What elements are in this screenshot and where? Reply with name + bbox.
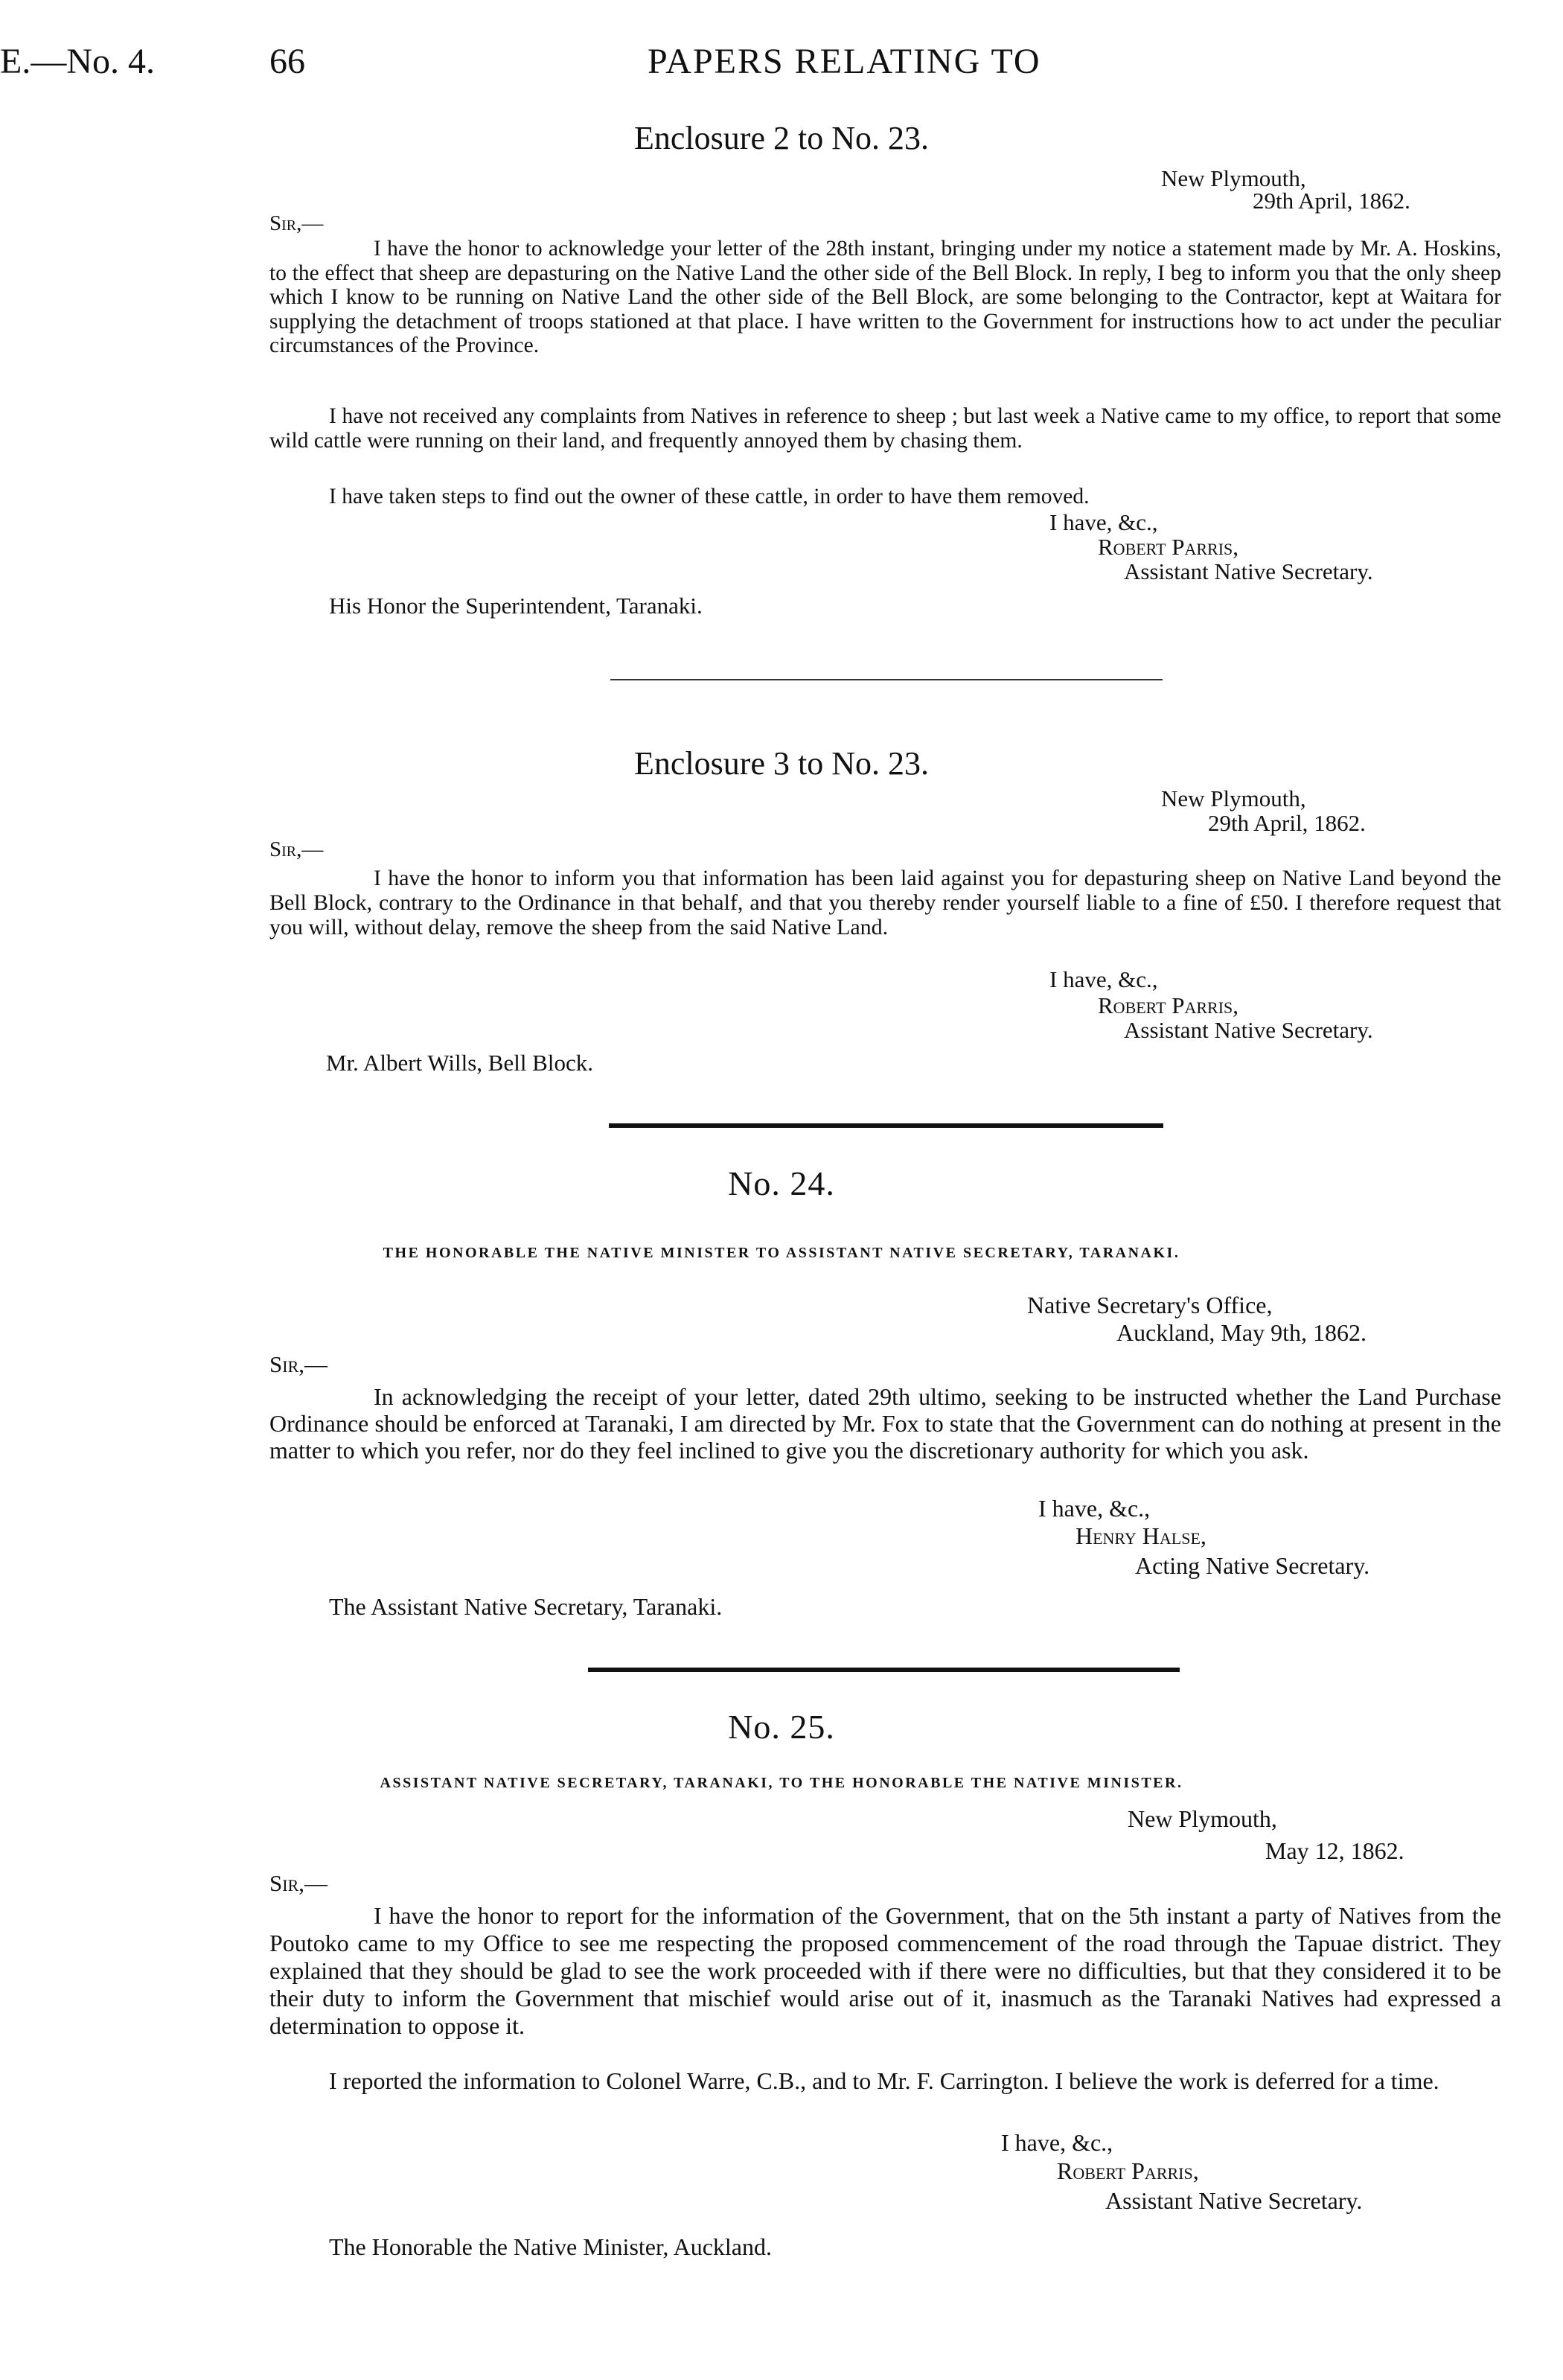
no-25-paragraph-2: I reported the information to Colonel Warre, C.B., and to Mr. F. Carrington. I believe the work is deferred for a time.: [329, 2067, 1439, 2094]
no-24-title: No. 24.: [728, 1164, 835, 1202]
no-24-place: Native Secretary's Office,: [1027, 1292, 1273, 1318]
no-24-salutation: Sir,—: [269, 1351, 327, 1377]
no-25-date: May 12, 1862.: [1265, 1837, 1404, 1864]
section-divider-bold: [609, 1123, 1163, 1128]
no-25-addressee: The Honorable the Native Minister, Auckland.: [329, 2233, 772, 2260]
no-24-signer: Henry Halse,: [1075, 1522, 1206, 1549]
no-25-signer-title: Assistant Native Secretary.: [1105, 2187, 1363, 2214]
enclosure-2-paragraph-3: I have taken steps to find out the owner of these cattle, in order to have them removed.: [329, 485, 1090, 508]
enclosure-2-closing: I have, &c.,: [1049, 509, 1158, 535]
no-25-closing: I have, &c.,: [1001, 2129, 1113, 2156]
no-25-salutation: Sir,—: [269, 1870, 327, 1896]
section-divider: [610, 679, 1163, 680]
enclosure-3-place: New Plymouth,: [1161, 785, 1306, 811]
enclosure-2-salutation: Sir,—: [269, 211, 324, 235]
enclosure-2-paragraph-1: I have the honor to acknowledge your letter of the 28th instant, bringing under my notice a statement made by Mr. A. Hoskins, to the effect that sheep are depasturing on the Native Land the other side of the Bell Block. In reply, I beg to inform you that the only sheep which I know to be running on Native Land the other side of the Bell Block, are some belonging to the Contractor, kept at Waitara for supplying the detachment of troops stationed at that place. I have written to the Government for instructions how to act under the peculiar circumstances of the Province.: [269, 237, 1501, 357]
no-24-paragraph-1: In acknowledging the receipt of your letter, dated 29th ultimo, seeking to be instructed whether the Land Purchase Ordinance should be enforced at Taranaki, I am directed by Mr. Fox to state that the Government can do nothing at present in the matter to which you refer, nor do they feel inclined to give you the discretionary authority for which you ask.: [269, 1383, 1501, 1464]
no-25-title: No. 25.: [728, 1708, 835, 1746]
enclosure-2-addressee: His Honor the Superintendent, Taranaki.: [329, 593, 703, 619]
no-24-closing: I have, &c.,: [1038, 1495, 1151, 1522]
no-25-subject: ASSISTANT NATIVE SECRETARY, TARANAKI, TO THE HONORABLE THE NATIVE MINISTER.: [380, 1775, 1183, 1791]
no-24-subject: THE HONORABLE THE NATIVE MINISTER TO ASSISTANT NATIVE SECRETARY, TARANAKI.: [383, 1245, 1180, 1261]
enclosure-3-addressee: Mr. Albert Wills, Bell Block.: [326, 1050, 593, 1076]
header-ref: E.—No. 4.: [0, 42, 155, 81]
enclosure-3-signer: Robert Parris,: [1098, 992, 1239, 1018]
enclosure-2-place: New Plymouth,: [1161, 165, 1306, 191]
enclosure-3-date: 29th April, 1862.: [1208, 810, 1366, 836]
no-24-addressee: The Assistant Native Secretary, Taranaki.: [329, 1593, 723, 1620]
no-25-signer: Robert Parris,: [1057, 2157, 1199, 2184]
enclosure-2-signer: Robert Parris,: [1098, 534, 1239, 560]
enclosure-2-signer-title: Assistant Native Secretary.: [1124, 558, 1373, 584]
no-24-date: Auckland, May 9th, 1862.: [1116, 1319, 1367, 1346]
enclosure-2-title: Enclosure 2 to No. 23.: [634, 120, 929, 156]
enclosure-3-salutation: Sir,—: [269, 838, 324, 861]
no-24-signer-title: Acting Native Secretary.: [1135, 1552, 1370, 1579]
enclosure-2-date: 29th April, 1862.: [1253, 188, 1410, 214]
enclosure-3-title: Enclosure 3 to No. 23.: [634, 745, 929, 782]
page-title: PAPERS RELATING TO: [648, 42, 1041, 81]
enclosure-3-signer-title: Assistant Native Secretary.: [1124, 1017, 1373, 1043]
enclosure-2-paragraph-2: I have not received any complaints from Natives in reference to sheep ; but last week a Native came to my office, to report that some wild cattle were running on their land, and frequently annoyed them by chasing them.: [269, 404, 1501, 453]
section-divider-bold: [588, 1668, 1180, 1672]
page-number: 66: [269, 42, 305, 81]
enclosure-3-closing: I have, &c.,: [1049, 966, 1158, 992]
no-25-paragraph-1: I have the honor to report for the information of the Government, that on the 5th instant a party of Natives from the Poutoko came to my Office to see me respecting the proposed commencement of the road through the Tapuae district. They explained that they should be glad to see the work proceeded with if there were no difficulties, but that they considered it to be their duty to inform the Government that mischief would arise out of it, inasmuch as the Taranaki Natives had expressed a determination to oppose it.: [269, 1902, 1501, 2039]
no-25-place: New Plymouth,: [1128, 1805, 1277, 1832]
enclosure-3-paragraph-1: I have the honor to inform you that information has been laid against you for depasturing sheep on Native Land beyond the Bell Block, contrary to the Ordinance in that behalf, and that you thereby render yourself liable to a fine of £50. I therefore request that you will, without delay, remove the sheep from the said Native Land.: [269, 866, 1501, 939]
